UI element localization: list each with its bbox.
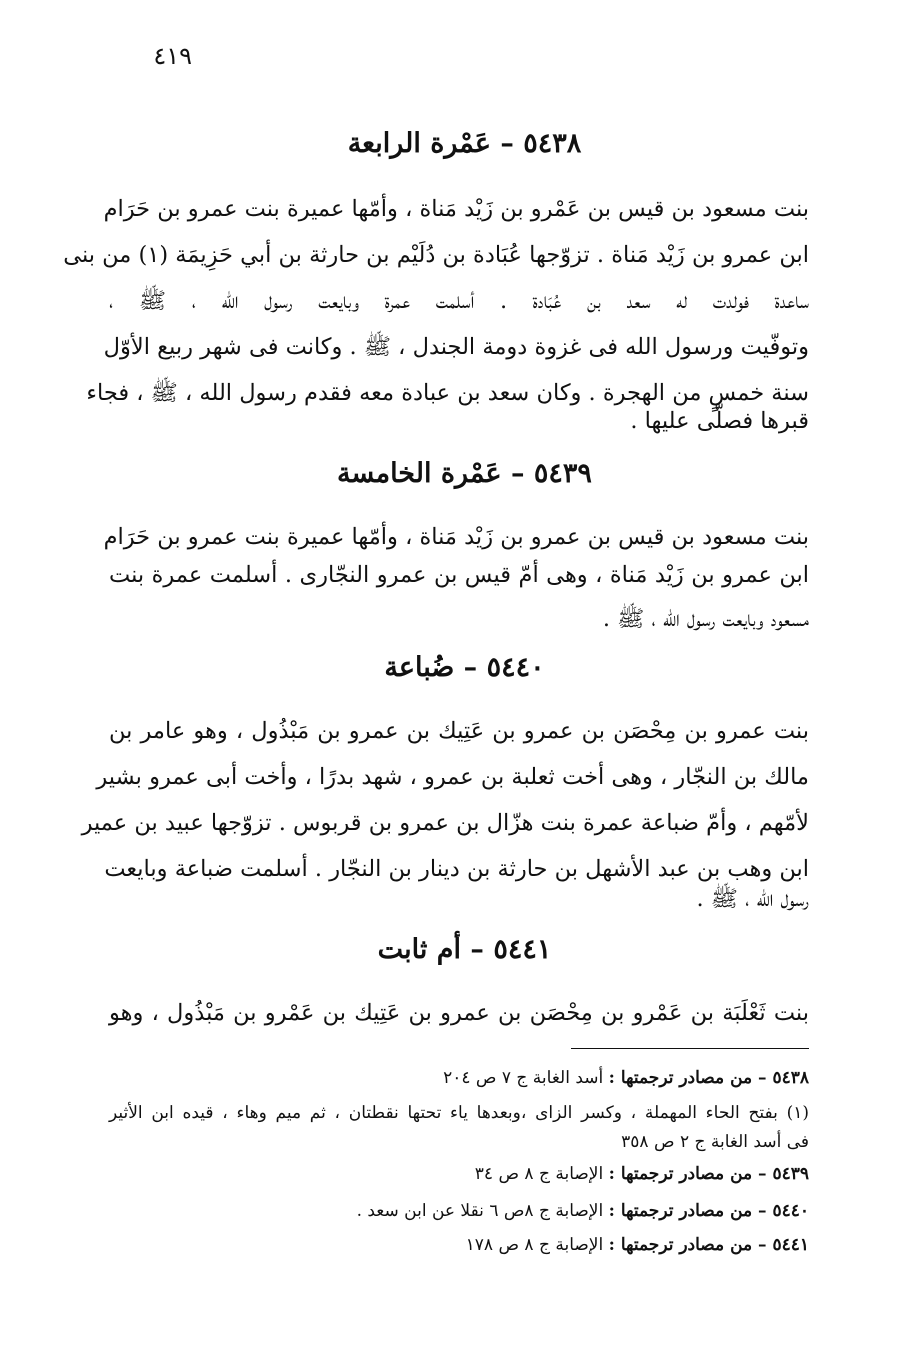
footnote-source-label: ٥٤٤١ – من مصادر ترجمتها :: [608, 1235, 809, 1255]
page-number: ٤١٩: [153, 42, 192, 70]
entry-text-line: ساعدة فولدت له سعد بن عُبَادة . أسلمت عمرة وبايعت رسول الله ، ﷺ ،: [109, 288, 809, 314]
footnote-source-label: ٥٤٣٩ – من مصادر ترجمتها :: [608, 1164, 809, 1184]
entry-text-line: رسول الله ، ﷺ .: [696, 886, 809, 912]
entry-text-line: بنت ثَعْلَبَة بن عَمْرو بن مِحْصَن بن عمرو بن عَتِيك بن عَمْرو بن مَبْذُول ، وهو: [109, 1000, 809, 1026]
entry-heading: ٥٤٤٠ – ضُباعة: [384, 652, 545, 683]
entry-text-line: ابن وهب بن عبد الأشهل بن حارثة بن دينار بن النجّار . أسلمت ضباعة وبايعت: [104, 856, 809, 882]
footnote-line: [109, 1231, 809, 1259]
footnote-source-label: ٥٤٣٨ – من مصادر ترجمتها :: [608, 1068, 809, 1088]
footnote-line: [109, 1197, 809, 1225]
entry-text-line: ابن عمرو بن زَيْد مَناة ، وهى أمّ قيس بن عمرو النجّارى . أسلمت عمرة بنت: [109, 562, 809, 588]
footnote-source-text: أسد الغابة ج ٧ ص ٢٠٤: [443, 1068, 604, 1088]
footnote-line: [109, 1128, 809, 1156]
footnote-divider: [571, 1048, 809, 1049]
entry-text-line: بنت مسعود بن قيس بن عَمْرو بن زَيْد مَناة ، وأمّها عميرة بنت عمرو بن حَرَام: [103, 196, 809, 222]
footnote-source-text: الإصابة ج ٨ص ٦ نقلا عن ابن سعد .: [356, 1201, 604, 1221]
entry-text-line: بنت عمرو بن مِحْصَن بن عمرو بن عَتِيك بن عمرو بن مَبْذُول ، وهو عامر بن: [109, 718, 809, 744]
entry-heading: ٥٤٣٨ – عَمْرة الرابعة: [347, 128, 582, 159]
entry-text-line: مسعود وبايعت رسول الله ، ﷺ .: [602, 606, 809, 632]
entry-text-line: مالك بن النجّار ، وهى أخت ثعلبة بن عمرو ، شهد بدرًا ، وأخت أبى عمرو بشير: [96, 764, 809, 790]
footnote-note-text: (١) بفتح الحاء المهملة ، وكسر الزاى ،وبعدها ياء تحتها نقطتان ، ثم ميم وهاء ، قيده ابن الأثير: [109, 1103, 810, 1123]
entry-heading: ٥٤٣٩ – عَمْرة الخامسة: [337, 458, 592, 489]
entry-text-line: بنت مسعود بن قيس بن عمرو بن زَيْد مَناة ، وأمّها عميرة بنت عمرو بن حَرَام: [103, 524, 809, 550]
entry-text-line: لأمّهم ، وأمّ ضباعة عمرة بنت هزّال بن عمرو بن قربوس . تزوّجها عبيد بن عمير: [81, 810, 809, 836]
footnote-source-text: الإصابة ج ٨ ص ١٧٨: [465, 1235, 604, 1255]
entry-text-line: ابن عمرو بن زَيْد مَناة . تزوّجها عُبَادة بن دُلَيْم بن حارثة بن أبي حَزِيمَة (١) من بنى: [63, 242, 809, 268]
entry-text-line: وتوفّيت ورسول الله فى غزوة دومة الجندل ، ﷺ . وكانت فى شهر ربيع الأوّل: [103, 334, 809, 360]
entry-text-line: سنة خمسٍ من الهجرة . وكان سعد بن عبادة معه فقدم رسول الله ، ﷺ ، فجاء: [86, 380, 809, 406]
entry-text-line: قبرها فصلّى عليها .: [630, 408, 809, 434]
footnote-note-text: فى أسد الغابة ج ٢ ص ٣٥٨: [621, 1132, 809, 1152]
footnote-line: [109, 1099, 809, 1127]
footnote-line: [109, 1160, 809, 1188]
footnote-source-label: ٥٤٤٠ – من مصادر ترجمتها :: [608, 1201, 809, 1221]
footnote-line: [109, 1064, 809, 1092]
footnote-source-text: الإصابة ج ٨ ص ٣٤: [474, 1164, 604, 1184]
entry-heading: ٥٤٤١ – أم ثابت: [377, 934, 552, 965]
